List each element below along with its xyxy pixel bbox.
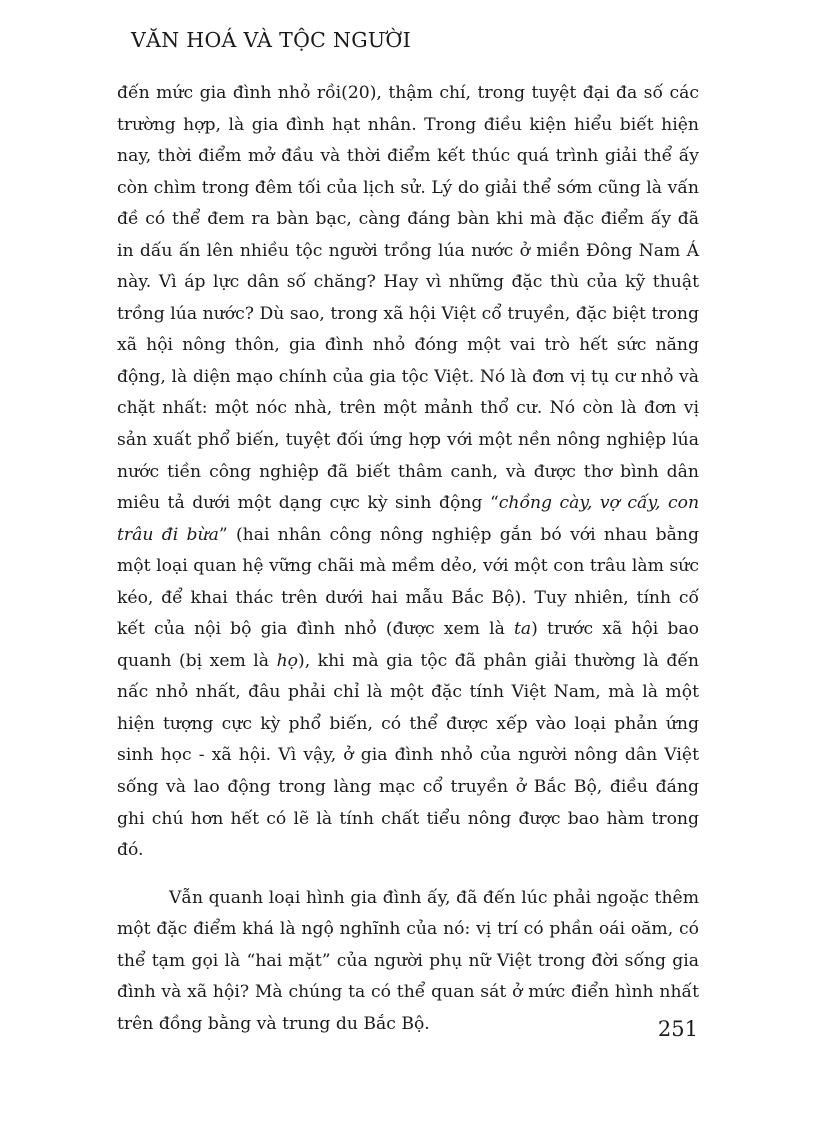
paragraph-2: Vẫn quanh loại hình gia đình ấy, đã đến lúc phải ngoặc thêm một đặc điểm khá là ngộ nghĩnh của nó: vị trí có phần oái oăm, có thể tạm gọi là “hai mặt” của người phụ nữ Việt trong đời sống gia đình và xã hội? Mà chúng ta có thể quan sát ở mức điển hình nhất trên đồng bằng và trung du Bắc Bộ. xyxy=(117,887,699,1034)
running-head: VĂN HOÁ VÀ TỘC NGƯỜI xyxy=(131,28,411,52)
paragraph-1-text-b: ” (hai nhân công nông nghiệp gắn bó với nhau bằng một loại quan hệ vững chãi mà mềm dẻo, với một con trâu làm sức kéo, để khai thác trên dưới hai mẫu Bắc Bộ). Tuy nhiên, tính cố kết của nội bộ gia đình nhỏ (được xem là xyxy=(117,524,700,640)
page-number: 251 xyxy=(657,1017,698,1041)
term-ho: họ xyxy=(276,650,298,671)
paragraph-1 xyxy=(117,78,699,867)
body-text xyxy=(117,78,699,1040)
paragraph-1-text-c: ) trước xã hội bao quanh (bị xem là xyxy=(117,619,699,671)
paragraph-1-text-d: ), khi mà gia tộc đã phân giải thường là đến nấc nhỏ nhất, đâu phải chỉ là một đặc tính Việt Nam, mà là một hiện tượng cực kỳ phổ biến, có thể được xếp vào loại phản ứng sinh học - xã hội. Vì vậy, ở gia đình nhỏ của người nông dân Việt sống và lao động trong làng mạc cổ truyền ở Bắc Bộ, điều đáng ghi chú hơn hết có lẽ là tính chất tiểu nông được bao hàm trong đó. xyxy=(117,650,699,861)
folk-verse-quote: chồng cày, vợ cấy, con trâu đi bừa xyxy=(117,493,700,545)
term-ta: ta xyxy=(513,619,532,640)
paragraph-1-text-a: đến mức gia đình nhỏ rồi(20), thậm chí, trong tuyệt đại đa số các trường hợp, là gia đình hạt nhân. Trong điều kiện hiểu biết hiện nay, thời điểm mở đầu và thời điểm kết thúc quá trình giải thể ấy còn chìm trong đêm tối của lịch sử. Lý do giải thể sớm cũng là vấn đề có thể đem ra bàn bạc, càng đáng bàn khi mà đặc điểm ấy đã in dấu ấn lên nhiều tộc người trồng lúa nước ở miền Đông Nam Á này. Vì áp lực dân số chăng? Hay vì những đặc thù của kỹ thuật trồng lúa nước? Dù sao, trong xã hội Việt cổ truyền, đặc biệt trong xã hội nông thôn, gia đình nhỏ đóng một vai trò hết sức năng động, là diện mạo chính của gia tộc Việt. Nó là đơn vị tụ cư nhỏ và chặt nhất: một nóc nhà, trên một mảnh thổ cư. Nó còn là đơn vị sản xuất phổ biến, tuyệt đối ứng hợp với một nền nông nghiệp lúa nước tiền công nghiệp đã biết thâm canh, và được thơ bình dân miêu tả dưới một dạng cực kỳ sinh động “ xyxy=(117,83,699,514)
